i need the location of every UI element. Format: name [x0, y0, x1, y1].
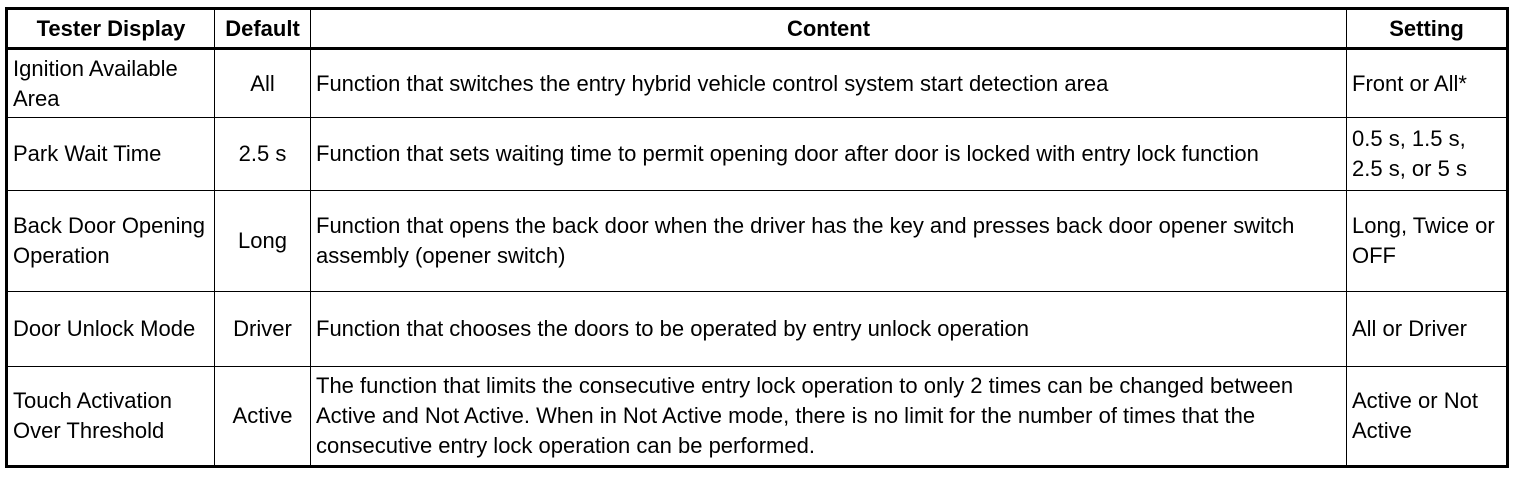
content-cell: Function that opens the back door when the driver has the key and presses back door opener switch assembly (opener switch) — [311, 191, 1347, 292]
default-cell: Long — [215, 191, 311, 292]
tester-display-cell: Touch Activation Over Threshold — [7, 367, 215, 467]
default-cell: 2.5 s — [215, 118, 311, 191]
content-cell: Function that sets waiting time to permit opening door after door is locked with entry lock function — [311, 118, 1347, 191]
table-row — [7, 49, 1508, 118]
default-cell: Active — [215, 367, 311, 467]
tester-display-cell: Back Door Opening Operation — [7, 191, 215, 292]
setting-cell: Active or Not Active — [1347, 367, 1508, 467]
tester-display-cell: Door Unlock Mode — [7, 292, 215, 367]
header-content: Content — [311, 9, 1347, 49]
setting-cell: All or Driver — [1347, 292, 1508, 367]
tester-display-cell: Park Wait Time — [7, 118, 215, 191]
header-row — [7, 9, 1508, 49]
setting-cell: Long, Twice or OFF — [1347, 191, 1508, 292]
setting-cell: Front or All* — [1347, 49, 1508, 118]
default-cell: Driver — [215, 292, 311, 367]
customize-settings-table — [5, 7, 1509, 468]
table-row — [7, 292, 1508, 367]
table-row — [7, 118, 1508, 191]
table-row — [7, 191, 1508, 292]
tester-display-cell: Ignition Available Area — [7, 49, 215, 118]
settings-table-wrapper — [5, 7, 1509, 468]
table-row — [7, 367, 1508, 467]
content-cell: The function that limits the consecutive entry lock operation to only 2 times can be changed between Active and Not Active. When in Not Active mode, there is no limit for the number of times that the consecutive entry lock operation can be performed. — [311, 367, 1347, 467]
default-cell: All — [215, 49, 311, 118]
setting-cell: 0.5 s, 1.5 s, 2.5 s, or 5 s — [1347, 118, 1508, 191]
header-tester-display: Tester Display — [7, 9, 215, 49]
content-cell: Function that chooses the doors to be operated by entry unlock operation — [311, 292, 1347, 367]
header-default: Default — [215, 9, 311, 49]
header-setting: Setting — [1347, 9, 1508, 49]
content-cell: Function that switches the entry hybrid vehicle control system start detection area — [311, 49, 1347, 118]
